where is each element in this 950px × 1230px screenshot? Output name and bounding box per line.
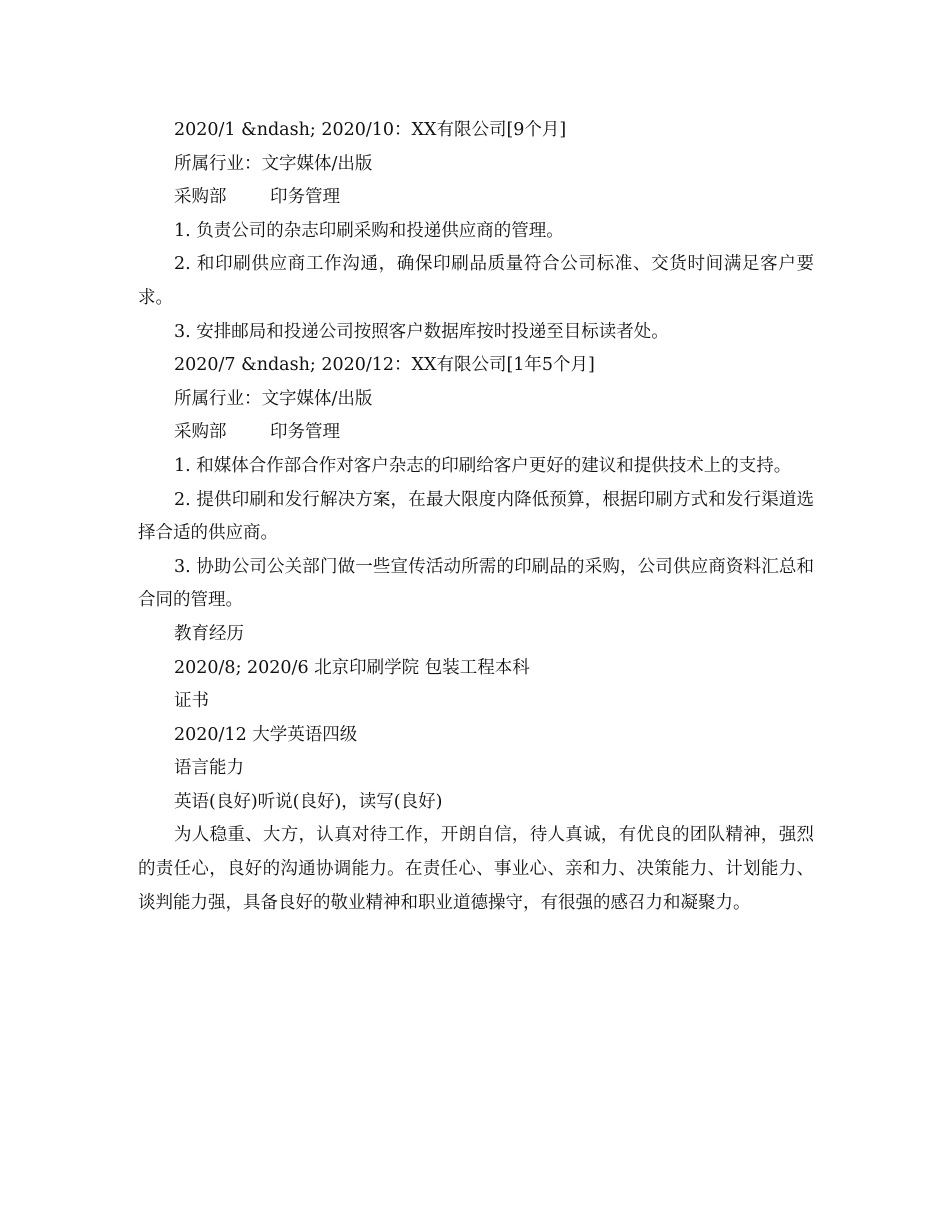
job1-industry: 所属行业：文字媒体/出版 [174, 153, 373, 174]
education-heading: 教育经历 [174, 623, 244, 644]
job1-duty-2: 2. 和印刷供应商工作沟通，确保印刷品质量符合公司标准、交货时间满足客户要求。 [138, 254, 814, 308]
job2-duty-1: 1. 和媒体合作部合作对客户杂志的印刷给客户更好的建议和提供技术上的支持。 [174, 455, 792, 476]
resume-content [138, 114, 814, 920]
language-heading: 语言能力 [174, 758, 244, 779]
job1-department: 采购部 [174, 187, 227, 208]
language-entry: 英语(良好)听说(良好)，读写(良好) [174, 791, 443, 812]
job2-duty-2: 2. 提供印刷和发行解决方案，在最大限度内降低预算，根据印刷方式和发行渠道选择合适的供应商。 [138, 489, 814, 544]
job2-industry: 所属行业：文字媒体/出版 [174, 388, 373, 409]
certificates-entry: 2020/12 大学英语四级 [174, 724, 358, 745]
job1-period: 2020/1 &ndash; 2020/10：XX有限公司[9个月] [174, 120, 567, 140]
job1-duty-3: 3. 安排邮局和投递公司按照客户数据库按时投递至目标读者处。 [174, 321, 669, 342]
certificates-heading: 证书 [174, 691, 209, 712]
job1-duty-1: 1. 负责公司的杂志印刷采购和投递供应商的管理。 [174, 220, 564, 241]
self-evaluation: 为人稳重、大方，认真对待工作，开朗自信，待人真诚，有优良的团队精神，强烈的责任心，良好的沟通协调能力。在责任心、事业心、亲和力、决策能力、计划能力、谈判能力强，具备良好的敬业精神和职业道德操守，有很强的感召力和凝聚力。 [138, 825, 814, 913]
job2-position: 印务管理 [270, 422, 340, 443]
education-entry: 2020/8; 2020/6 北京印刷学院 包装工程本科 [174, 657, 530, 678]
job2-period: 2020/7 &ndash; 2020/12：XX有限公司[1年5个月] [174, 355, 595, 376]
job2-department: 采购部 [174, 422, 227, 443]
job2-duty-3: 3. 协助公司公关部门做一些宣传活动所需的印刷品的采购，公司供应商资料汇总和合同的管理。 [138, 556, 814, 611]
job1-position: 印务管理 [270, 187, 340, 208]
job2-department-line [138, 416, 814, 450]
job1-department-line [138, 181, 814, 215]
